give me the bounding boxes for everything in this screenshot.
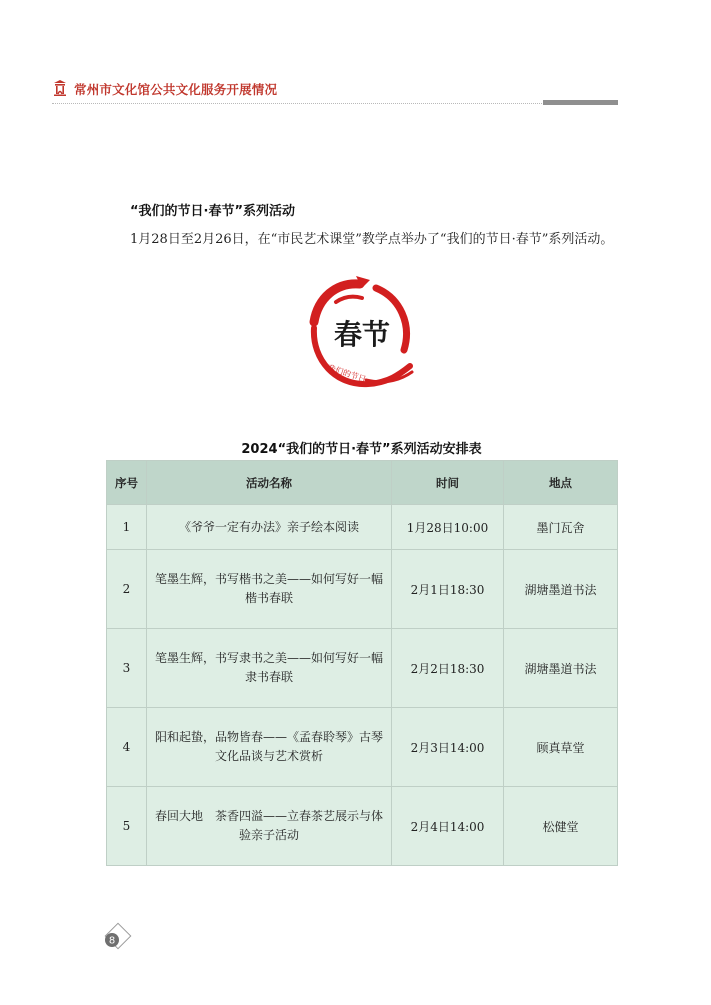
table-row: [107, 629, 618, 708]
table-row: [107, 787, 618, 866]
cell-time: 2月1日18:30: [392, 550, 504, 629]
col-header-time: 时间: [392, 461, 504, 505]
page-number-badge: [100, 922, 134, 956]
page-header: [52, 76, 618, 106]
cell-location: 墨门瓦舍: [504, 505, 618, 550]
cell-number: 3: [107, 629, 147, 708]
header-accent-bar: [543, 100, 618, 105]
cell-location: 湖塘墨道书法: [504, 550, 618, 629]
table-row: [107, 505, 618, 550]
emblem-sub-text: 我们的节日: [326, 363, 368, 385]
cell-activity: 笔墨生辉，书写楷书之美——如何写好一幅楷书春联: [147, 550, 392, 629]
cell-location: 湖塘墨道书法: [504, 629, 618, 708]
page-number: 8: [108, 935, 116, 947]
cell-number: 1: [107, 505, 147, 550]
cell-location: 松健堂: [504, 787, 618, 866]
table-caption: 2024“我们的节日·春节”系列活动安排表: [241, 442, 482, 457]
cell-number: 4: [107, 708, 147, 787]
spring-festival-emblem: [296, 268, 426, 404]
col-header-number: 序号: [107, 461, 147, 505]
col-header-activity: 活动名称: [147, 461, 392, 505]
cell-time: 2月3日14:00: [392, 708, 504, 787]
table-row: [107, 708, 618, 787]
header-title: 常州市文化馆公共文化服务开展情况: [74, 82, 278, 97]
cell-number: 5: [107, 787, 147, 866]
cell-activity: 阳和起蛰，品物皆春——《孟春聆琴》古琴文化品谈与艺术赏析: [147, 708, 392, 787]
cell-time: 1月28日10:00: [392, 505, 504, 550]
section-title: “我们的节日·春节”系列活动: [130, 204, 296, 219]
cell-number: 2: [107, 550, 147, 629]
cell-activity: 春回大地 茶香四溢——立春茶艺展示与体验亲子活动: [147, 787, 392, 866]
col-header-location: 地点: [504, 461, 618, 505]
table-header-row: [107, 461, 618, 505]
header-divider: [52, 103, 618, 104]
cell-activity: 《爷爷一定有办法》亲子绘本阅读: [147, 505, 392, 550]
cell-activity: 笔墨生辉，书写隶书之美——如何写好一幅隶书春联: [147, 629, 392, 708]
section-body: 1月28日至2月26日，在“市民艺术课堂”教学点举办了“我们的节日·春节”系列活动。: [130, 232, 614, 247]
cell-time: 2月4日14:00: [392, 787, 504, 866]
emblem-main-text: 春节: [333, 318, 391, 351]
schedule-table: [106, 460, 618, 866]
cell-time: 2月2日18:30: [392, 629, 504, 708]
cell-location: 顾真草堂: [504, 708, 618, 787]
museum-logo-icon: [52, 79, 68, 97]
table-row: [107, 550, 618, 629]
